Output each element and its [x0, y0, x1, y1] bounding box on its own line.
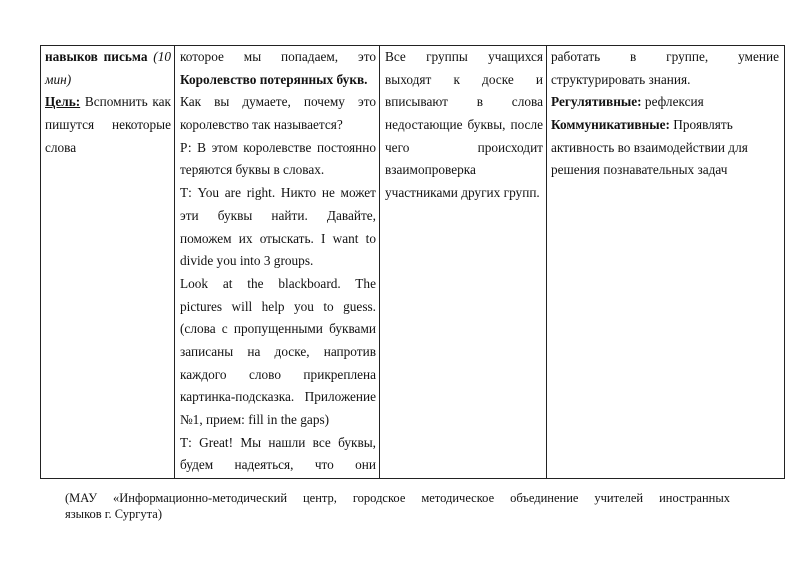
- text-line: [45, 69, 171, 92]
- text-run: которое мы попадаем, это: [180, 49, 376, 64]
- text-run: пишутся некоторые: [45, 117, 171, 133]
- text-line: [180, 137, 376, 160]
- text-line: [180, 91, 376, 114]
- text-line: [385, 69, 543, 92]
- text-line: [180, 318, 376, 341]
- text-run: (слова с пропущенными буквами: [180, 321, 376, 337]
- text-run: каждого слово прикреплена: [180, 366, 376, 382]
- text-line: [180, 114, 376, 137]
- text-line: [180, 432, 376, 455]
- text-line: [180, 69, 376, 92]
- text-run: участниками других групп.: [385, 185, 540, 201]
- text-line: [180, 205, 376, 228]
- text-line: [45, 91, 171, 114]
- column-divider: [379, 46, 380, 478]
- text-line: [385, 159, 543, 182]
- text-line: [180, 228, 376, 251]
- text-line: [551, 159, 779, 182]
- text-run: Т: You are right. Никто не может: [180, 185, 376, 201]
- footnote: [65, 490, 730, 522]
- text-run: Т: Great! Мы нашли все буквы,: [180, 434, 376, 450]
- text-run: решения познавательных задач: [551, 162, 728, 178]
- text-run: выходят к доске и: [385, 71, 543, 87]
- text-run: чего происходит: [385, 139, 543, 155]
- cell-stage: [45, 46, 171, 159]
- text-line: [180, 341, 376, 364]
- text-run: слова: [45, 139, 77, 155]
- text-run: теряются буквы в словах.: [180, 162, 325, 178]
- text-line: [385, 46, 543, 69]
- footnote-line: языков г. Сургута): [65, 507, 162, 521]
- text-run: Вспомнить как: [80, 94, 171, 110]
- text-run: картинка-подсказка. Приложение: [180, 389, 376, 405]
- column-divider: [174, 46, 175, 478]
- text-line: [180, 409, 376, 432]
- text-run: Как вы думаете, почему это: [180, 94, 376, 110]
- text-line: [385, 137, 543, 160]
- text-line: [180, 364, 376, 387]
- text-run: структурировать знания.: [551, 71, 691, 87]
- text-run: вписывают в слова: [385, 94, 543, 110]
- text-run: Коммуникативные:: [551, 117, 670, 133]
- text-line: [180, 250, 376, 273]
- text-line: [180, 182, 376, 205]
- text-run: мин): [45, 71, 72, 87]
- text-run: взаимопроверка: [385, 162, 476, 178]
- cell-teacher-activity: [180, 46, 376, 477]
- footnote-line: (МАУ «Информационно-методический центр, городское методическое объединение учителей иностранных: [65, 491, 730, 505]
- text-run: записаны на доске, напротив: [180, 343, 376, 359]
- text-run: работать в группе, умение: [551, 49, 779, 64]
- text-run: недостающие буквы, после: [385, 117, 543, 133]
- text-line: [45, 46, 171, 69]
- text-line: [180, 386, 376, 409]
- text-run: эти буквы найти. Давайте,: [180, 207, 376, 223]
- text-line: [551, 114, 779, 137]
- text-line: [551, 46, 779, 69]
- text-run: навыков письма: [45, 49, 154, 64]
- cell-learning-outcomes: [551, 46, 779, 182]
- text-line: [385, 114, 543, 137]
- text-line: [180, 454, 376, 477]
- text-run: будем надеяться, что они: [180, 457, 376, 473]
- text-run: Look at the blackboard. The: [180, 275, 376, 291]
- text-run: активность во взаимодействии для: [551, 139, 748, 155]
- text-run: рефлексия: [641, 94, 704, 110]
- text-line: [180, 159, 376, 182]
- text-line: [45, 114, 171, 137]
- lesson-plan-table: [40, 45, 785, 479]
- text-run: Цель:: [45, 94, 81, 110]
- text-run: Регулятивные:: [551, 94, 642, 110]
- column-divider: [546, 46, 547, 478]
- text-line: [551, 137, 779, 160]
- text-line: [180, 273, 376, 296]
- text-run: (10: [153, 49, 171, 64]
- text-run: Р: В этом королевстве постоянно: [180, 139, 376, 155]
- text-run: королевство так называется?: [180, 117, 343, 133]
- text-run: Проявлять: [669, 117, 733, 133]
- text-run: Королевство потерянных букв.: [180, 71, 368, 87]
- text-line: [45, 137, 171, 160]
- text-run: Все группы учащихся: [385, 49, 543, 64]
- text-run: №1, прием: fill in the gaps): [180, 412, 330, 427]
- text-line: [385, 182, 543, 205]
- text-run: pictures will help you to guess.: [180, 298, 376, 314]
- text-line: [551, 91, 779, 114]
- text-run: поможем их отыскать. I want to: [180, 230, 376, 246]
- text-line: [180, 296, 376, 319]
- text-line: [385, 91, 543, 114]
- cell-student-activity: [385, 46, 543, 205]
- text-run: divide you into 3 groups.: [180, 253, 314, 269]
- text-line: [551, 69, 779, 92]
- text-line: [180, 46, 376, 69]
